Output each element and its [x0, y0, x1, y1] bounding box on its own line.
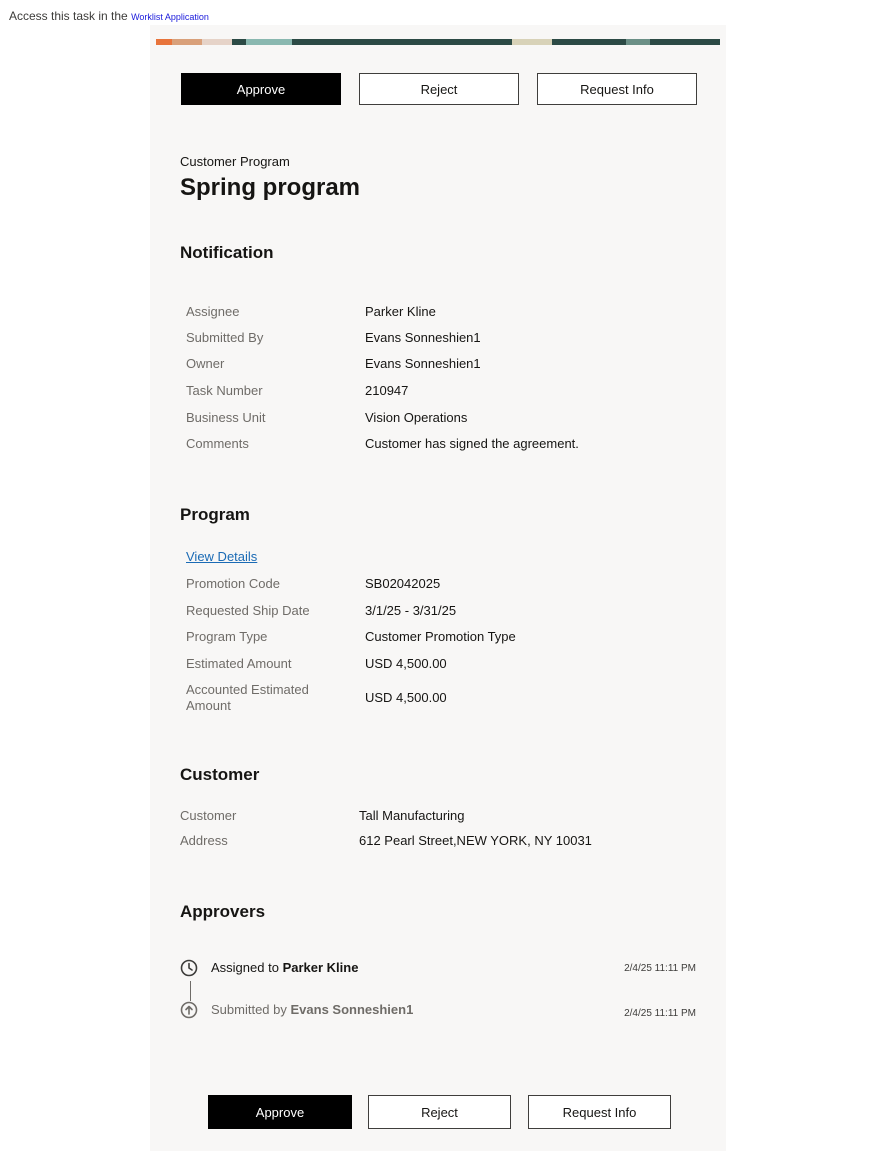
notification-heading: Notification: [180, 243, 274, 262]
page-title: Spring program: [180, 174, 361, 201]
view-details-link[interactable]: View Details: [186, 549, 258, 564]
detail-value: Customer has signed the agreement.: [365, 436, 579, 451]
approver-text: [211, 960, 358, 975]
clock-icon: [180, 959, 198, 977]
detail-value: 3/1/25 - 3/31/25: [365, 603, 457, 618]
detail-value: USD 4,500.00: [365, 690, 447, 705]
notification-card: [150, 25, 726, 1151]
request-info-button[interactable]: Request Info: [537, 73, 697, 105]
detail-value: Customer Promotion Type: [365, 629, 516, 644]
detail-label: Accounted Estimated Amount: [186, 682, 309, 713]
reject-button[interactable]: Reject: [359, 73, 519, 105]
detail-value: Tall Manufacturing: [359, 808, 465, 823]
approve-button[interactable]: Approve: [181, 73, 341, 105]
timeline-connector: [190, 981, 191, 1001]
request-info-button[interactable]: Request Info: [528, 1095, 671, 1129]
approver-text: [211, 1002, 413, 1017]
detail-value: USD 4,500.00: [365, 656, 447, 671]
reject-button[interactable]: Reject: [368, 1095, 511, 1129]
worklist-link[interactable]: Worklist Application: [131, 12, 209, 22]
access-line: [9, 9, 209, 23]
detail-value: SB02042025: [365, 576, 441, 591]
approver-time: 2/4/25 11:11 PM: [624, 1008, 696, 1019]
program-heading: Program: [180, 505, 250, 524]
detail-value: 210947: [365, 383, 409, 398]
detail-value: Evans Sonneshien1: [365, 356, 481, 371]
detail-label: Program Type: [186, 629, 268, 644]
header-banner-image: [156, 39, 720, 45]
detail-label: Task Number: [186, 383, 263, 398]
detail-label: Estimated Amount: [186, 656, 292, 671]
approve-button[interactable]: Approve: [208, 1095, 352, 1129]
detail-value: Parker Kline: [365, 304, 436, 319]
detail-label: Business Unit: [186, 410, 266, 425]
detail-label: Address: [180, 833, 228, 848]
detail-value: Evans Sonneshien1: [365, 330, 481, 345]
detail-label: Requested Ship Date: [186, 603, 310, 618]
approver-time: 2/4/25 11:11 PM: [624, 963, 696, 974]
approver-name: Evans Sonneshien1: [290, 1002, 414, 1017]
approver-action: Submitted by: [211, 1002, 287, 1017]
detail-label: Submitted By: [186, 330, 264, 345]
detail-label: Assignee: [186, 304, 240, 319]
detail-label: Promotion Code: [186, 576, 280, 591]
detail-value: Vision Operations: [365, 410, 468, 425]
approver-action: Assigned to: [211, 960, 279, 975]
approver-name: Parker Kline: [282, 960, 359, 975]
detail-value: 612 Pearl Street,NEW YORK, NY 10031: [359, 833, 592, 848]
detail-label: Customer: [180, 808, 237, 823]
detail-label: Comments: [186, 436, 249, 451]
detail-label: Owner: [186, 356, 225, 371]
approvers-heading: Approvers: [180, 902, 266, 921]
access-text: Access this task in the: [9, 9, 128, 23]
arrow-up-circle-icon: [180, 1001, 198, 1019]
page-subtitle: Customer Program: [180, 154, 290, 169]
customer-heading: Customer: [180, 765, 260, 784]
